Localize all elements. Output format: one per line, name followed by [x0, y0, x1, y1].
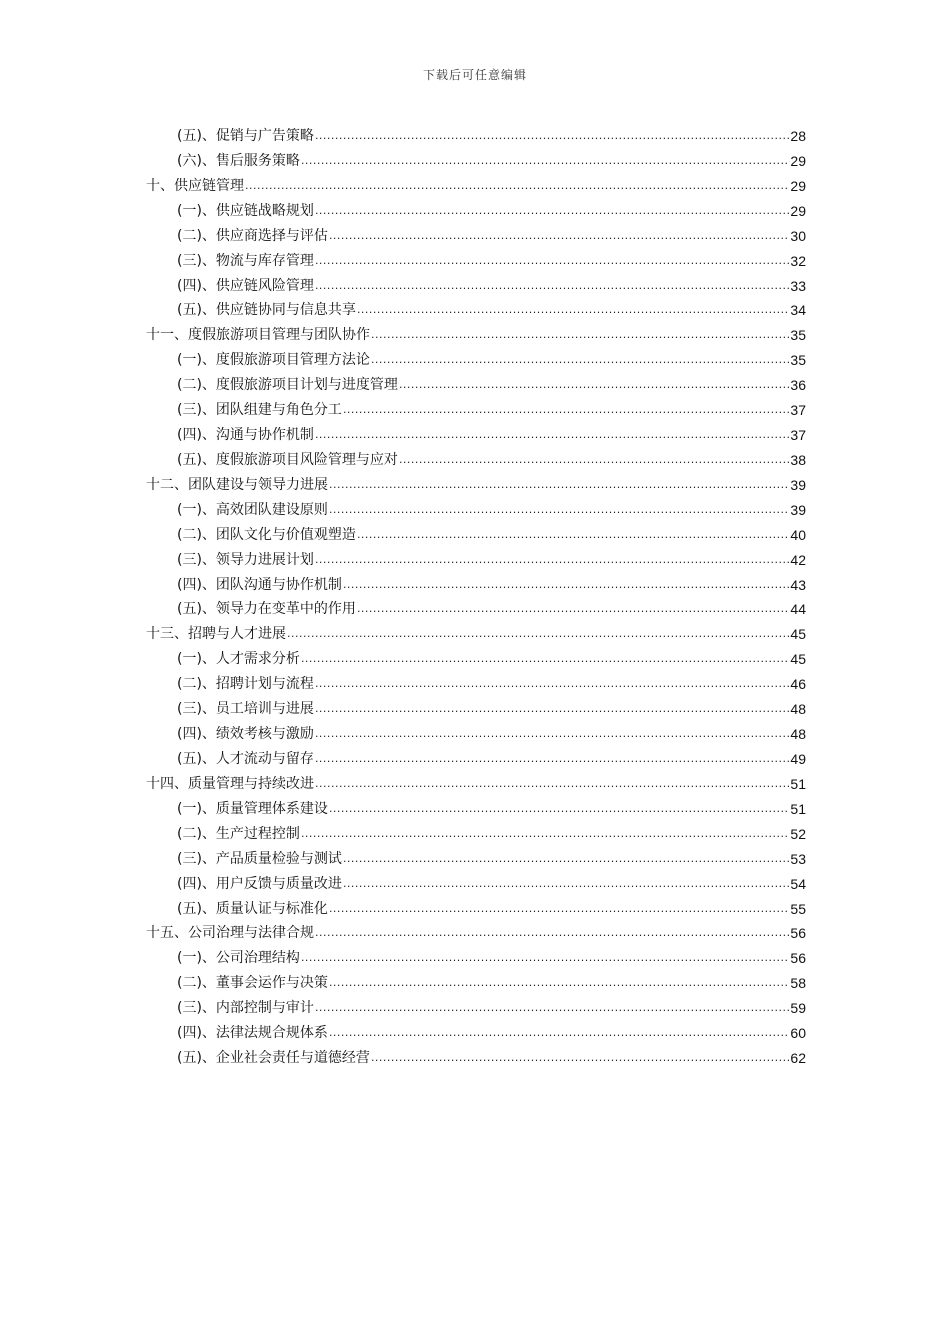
toc-entry-title: (五)、领导力在变革中的作用 — [177, 601, 356, 618]
toc-section-entry[interactable] — [177, 224, 806, 249]
toc-dot-leader — [301, 646, 789, 671]
toc-entry-title: (五)、促销与广告策略 — [177, 128, 314, 144]
toc-section-entry[interactable] — [177, 672, 806, 697]
toc-chapter-entry[interactable] — [146, 921, 806, 946]
toc-dot-leader — [287, 621, 789, 646]
toc-entry-page-number: 43 — [790, 576, 806, 593]
toc-section-entry[interactable] — [177, 1021, 806, 1046]
toc-entry-title: (五)、质量认证与标准化 — [177, 900, 328, 917]
toc-entry-title: (三)、领导力进展计划 — [177, 551, 314, 568]
toc-dot-leader — [371, 322, 789, 347]
toc-entry-page-number: 36 — [790, 377, 806, 394]
toc-entry-title: (三)、团队组建与角色分工 — [177, 402, 342, 419]
toc-entry-page-number: 28 — [790, 128, 806, 144]
toc-chapter-entry[interactable] — [146, 323, 806, 348]
toc-entry-page-number: 32 — [790, 252, 806, 269]
toc-entry-title: (三)、物流与库存管理 — [177, 252, 314, 269]
page-header: 下载后可任意编辑 — [422, 68, 527, 82]
toc-dot-leader — [343, 397, 789, 422]
toc-dot-leader — [315, 995, 789, 1020]
toc-entry-page-number: 44 — [790, 601, 806, 618]
toc-dot-leader — [371, 347, 789, 372]
toc-section-entry[interactable] — [177, 423, 806, 448]
toc-dot-leader — [357, 522, 789, 547]
toc-section-entry[interactable] — [177, 548, 806, 573]
toc-dot-leader — [329, 896, 789, 921]
toc-entry-title: 十二、团队建设与领导力进展 — [146, 476, 328, 493]
toc-dot-leader — [357, 596, 789, 621]
toc-dot-leader — [329, 796, 789, 821]
toc-section-entry[interactable] — [177, 124, 806, 149]
toc-dot-leader — [315, 771, 789, 796]
toc-chapter-entry[interactable] — [146, 174, 806, 199]
toc-section-entry[interactable] — [177, 523, 806, 548]
toc-entry-page-number: 29 — [790, 202, 806, 219]
toc-dot-leader — [315, 746, 789, 771]
toc-entry-title: (一)、供应链战略规划 — [177, 202, 314, 219]
toc-section-entry[interactable] — [177, 597, 806, 622]
toc-dot-leader — [315, 273, 789, 298]
toc-section-entry[interactable] — [177, 149, 806, 174]
toc-entry-title: (五)、度假旅游项目风险管理与应对 — [177, 451, 398, 468]
toc-entry-page-number: 37 — [790, 427, 806, 444]
toc-dot-leader — [301, 148, 789, 173]
toc-entry-title: (六)、售后服务策略 — [177, 152, 300, 169]
toc-dot-leader — [315, 198, 789, 223]
toc-entry-title: (二)、招聘计划与流程 — [177, 676, 314, 693]
toc-section-entry[interactable] — [177, 647, 806, 672]
toc-entry-page-number: 35 — [790, 352, 806, 369]
toc-chapter-entry[interactable] — [146, 622, 806, 647]
toc-chapter-entry[interactable] — [146, 772, 806, 797]
toc-entry-page-number: 48 — [790, 701, 806, 718]
toc-entry-page-number: 39 — [790, 476, 806, 493]
toc-entry-page-number: 40 — [790, 526, 806, 543]
toc-entry-title: (四)、法律法规合规体系 — [177, 1025, 328, 1042]
toc-entry-title: (二)、董事会运作与决策 — [177, 975, 328, 992]
toc-section-entry[interactable] — [177, 996, 806, 1021]
toc-entry-title: 十三、招聘与人才进展 — [146, 626, 286, 643]
toc-entry-page-number: 29 — [790, 177, 806, 194]
toc-entry-title: 十一、度假旅游项目管理与团队协作 — [146, 327, 370, 344]
toc-entry-page-number: 54 — [790, 875, 806, 892]
toc-entry-page-number: 30 — [790, 227, 806, 244]
toc-entry-title: (二)、生产过程控制 — [177, 825, 300, 842]
toc-dot-leader — [315, 696, 789, 721]
toc-entry-page-number: 59 — [790, 1000, 806, 1017]
toc-section-entry[interactable] — [177, 822, 806, 847]
toc-entry-title: (一)、质量管理体系建设 — [177, 800, 328, 817]
toc-entry-title: (四)、供应链风险管理 — [177, 277, 314, 294]
toc-dot-leader — [329, 970, 789, 995]
toc-entry-title: (四)、绩效考核与激励 — [177, 726, 314, 743]
toc-entry-page-number: 52 — [790, 825, 806, 842]
toc-dot-leader — [399, 372, 789, 397]
toc-section-entry[interactable] — [177, 274, 806, 299]
toc-dot-leader — [343, 846, 789, 871]
toc-section-entry[interactable] — [177, 199, 806, 224]
toc-entry-page-number: 60 — [790, 1025, 806, 1042]
toc-dot-leader — [343, 572, 789, 597]
toc-section-entry[interactable] — [177, 249, 806, 274]
toc-dot-leader — [329, 497, 789, 522]
toc-entry-title: (二)、供应商选择与评估 — [177, 227, 328, 244]
toc-section-entry[interactable] — [177, 573, 806, 598]
toc-dot-leader — [329, 472, 789, 497]
toc-entry-title: (二)、团队文化与价值观塑造 — [177, 526, 356, 543]
toc-section-entry[interactable] — [177, 697, 806, 722]
toc-entry-page-number: 34 — [790, 302, 806, 319]
toc-section-entry[interactable] — [177, 847, 806, 872]
toc-entry-page-number: 42 — [790, 551, 806, 568]
toc-section-entry[interactable] — [177, 448, 806, 473]
toc-entry-title: (五)、企业社会责任与道德经营 — [177, 1050, 370, 1067]
toc-entry-title: (四)、沟通与协作机制 — [177, 427, 314, 444]
toc-dot-leader — [245, 173, 789, 198]
toc-section-entry[interactable] — [177, 722, 806, 747]
toc-entry-page-number: 55 — [790, 900, 806, 917]
toc-dot-leader — [315, 920, 789, 945]
toc-entry-page-number: 45 — [790, 626, 806, 643]
toc-entry-title: (一)、公司治理结构 — [177, 950, 300, 967]
toc-entry-title: (三)、内部控制与审计 — [177, 1000, 314, 1017]
toc-entry-title: (三)、产品质量检验与测试 — [177, 850, 342, 867]
toc-entry-page-number: 53 — [790, 850, 806, 867]
toc-entry-page-number: 39 — [790, 501, 806, 518]
toc-dot-leader — [343, 871, 789, 896]
toc-dot-leader — [315, 123, 789, 148]
toc-dot-leader — [315, 248, 789, 273]
toc-dot-leader — [371, 1045, 789, 1070]
toc-entry-page-number: 62 — [790, 1050, 806, 1067]
toc-entry-title: (二)、度假旅游项目计划与进度管理 — [177, 377, 398, 394]
toc-dot-leader — [399, 447, 789, 472]
toc-entry-title: (四)、用户反馈与质量改进 — [177, 875, 342, 892]
toc-entry-page-number: 46 — [790, 676, 806, 693]
toc-entry-page-number: 56 — [790, 925, 806, 942]
toc-dot-leader — [315, 721, 789, 746]
toc-entry-title: 十五、公司治理与法律合规 — [146, 925, 314, 942]
toc-entry-title: (五)、供应链协同与信息共享 — [177, 302, 356, 319]
toc-entry-title: (三)、员工培训与进展 — [177, 701, 314, 718]
toc-entry-title: (一)、高效团队建设原则 — [177, 501, 328, 518]
toc-chapter-entry[interactable] — [146, 473, 806, 498]
toc-entry-page-number: 58 — [790, 975, 806, 992]
toc-dot-leader — [301, 821, 789, 846]
toc-section-entry[interactable] — [177, 946, 806, 971]
toc-entry-title: 十四、质量管理与持续改进 — [146, 775, 314, 792]
toc-section-entry[interactable] — [177, 298, 806, 323]
toc-dot-leader — [329, 1020, 789, 1045]
toc-entry-page-number: 45 — [790, 651, 806, 668]
toc-entry-title: (一)、度假旅游项目管理方法论 — [177, 352, 370, 369]
toc-section-entry[interactable] — [177, 1046, 806, 1071]
toc-section-entry[interactable] — [177, 348, 806, 373]
toc-section-entry[interactable] — [177, 797, 806, 822]
toc-entry-page-number: 35 — [790, 327, 806, 344]
toc-entry-title: (五)、人才流动与留存 — [177, 751, 314, 767]
toc-section-entry[interactable] — [177, 897, 806, 922]
toc-section-entry[interactable] — [177, 398, 806, 423]
toc-section-entry[interactable] — [177, 872, 806, 897]
toc-dot-leader — [329, 223, 789, 248]
toc-section-entry[interactable] — [177, 373, 806, 398]
toc-entry-page-number: 56 — [790, 950, 806, 967]
toc-dot-leader — [315, 547, 789, 572]
toc-dot-leader — [315, 422, 789, 447]
toc-section-entry[interactable] — [177, 747, 806, 772]
toc-dot-leader — [357, 297, 789, 322]
toc-entry-page-number: 37 — [790, 402, 806, 419]
toc-entry-page-number: 48 — [790, 726, 806, 743]
toc-section-entry[interactable] — [177, 971, 806, 996]
toc-dot-leader — [315, 671, 789, 696]
toc-entry-page-number: 51 — [790, 800, 806, 817]
toc-section-entry[interactable] — [177, 498, 806, 523]
toc-entry-page-number: 38 — [790, 451, 806, 468]
toc-entry-page-number: 29 — [790, 152, 806, 169]
toc-entry-page-number: 51 — [790, 775, 806, 792]
toc-entry-page-number: 49 — [790, 751, 806, 767]
toc-dot-leader — [301, 945, 789, 970]
toc-entry-page-number: 33 — [790, 277, 806, 294]
toc-entry-title: (四)、团队沟通与协作机制 — [177, 576, 342, 593]
toc-entry-title: 十、供应链管理 — [146, 177, 244, 194]
toc-entry-title: (一)、人才需求分析 — [177, 651, 300, 668]
